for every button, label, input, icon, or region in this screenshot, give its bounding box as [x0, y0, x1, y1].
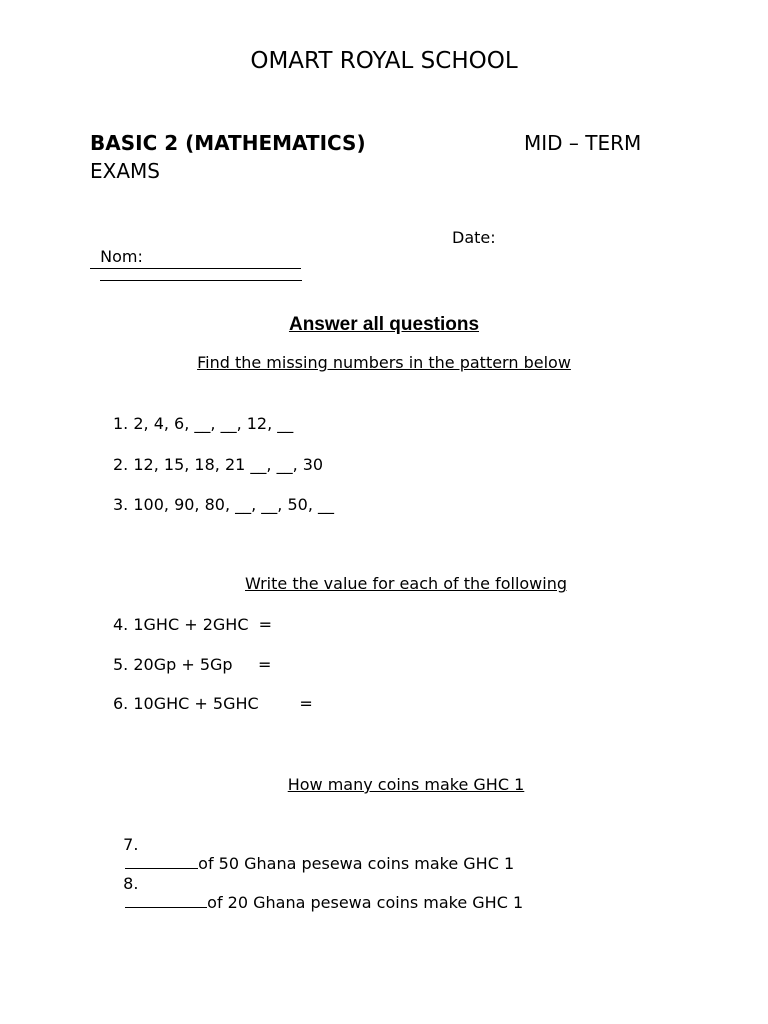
question-1: 1. 2, 4, 6, __, __, 12, __: [113, 414, 294, 433]
question-7-number: 7.: [123, 835, 139, 854]
question-8-blank[interactable]: [125, 893, 207, 908]
subject-title: BASIC 2 (MATHEMATICS): [90, 131, 366, 155]
name-label: Nom:: [100, 247, 143, 266]
question-7-text: of 50 Ghana pesewa coins make GHC 1: [198, 854, 515, 873]
question-8: [113, 855, 523, 912]
question-2: 2. 12, 15, 18, 21 __, __, 30: [113, 455, 324, 474]
question-8-text: of 20 Ghana pesewa coins make GHC 1: [207, 893, 524, 912]
question-8-number: 8.: [123, 874, 139, 893]
instructions-heading: Answer all questions: [288, 314, 480, 335]
exam-type-line2: EXAMS: [90, 159, 160, 183]
section3-heading: How many coins make GHC 1: [287, 775, 525, 794]
section2-heading: Write the value for each of the following: [245, 574, 567, 593]
exam-type-line1: MID – TERM: [524, 131, 642, 155]
question-6: 6. 10GHC + 5GHC =: [113, 694, 313, 713]
section1-heading: Find the missing numbers in the pattern below: [197, 353, 571, 372]
question-4: 4. 1GHC + 2GHC =: [113, 615, 273, 634]
question-3: 3. 100, 90, 80, __, __, 50, __: [113, 495, 334, 514]
date-label: Date:: [452, 228, 496, 247]
school-name: OMART ROYAL SCHOOL: [250, 48, 518, 74]
date-blank-line[interactable]: [90, 255, 301, 269]
question-5: 5. 20Gp + 5Gp =: [113, 655, 272, 674]
